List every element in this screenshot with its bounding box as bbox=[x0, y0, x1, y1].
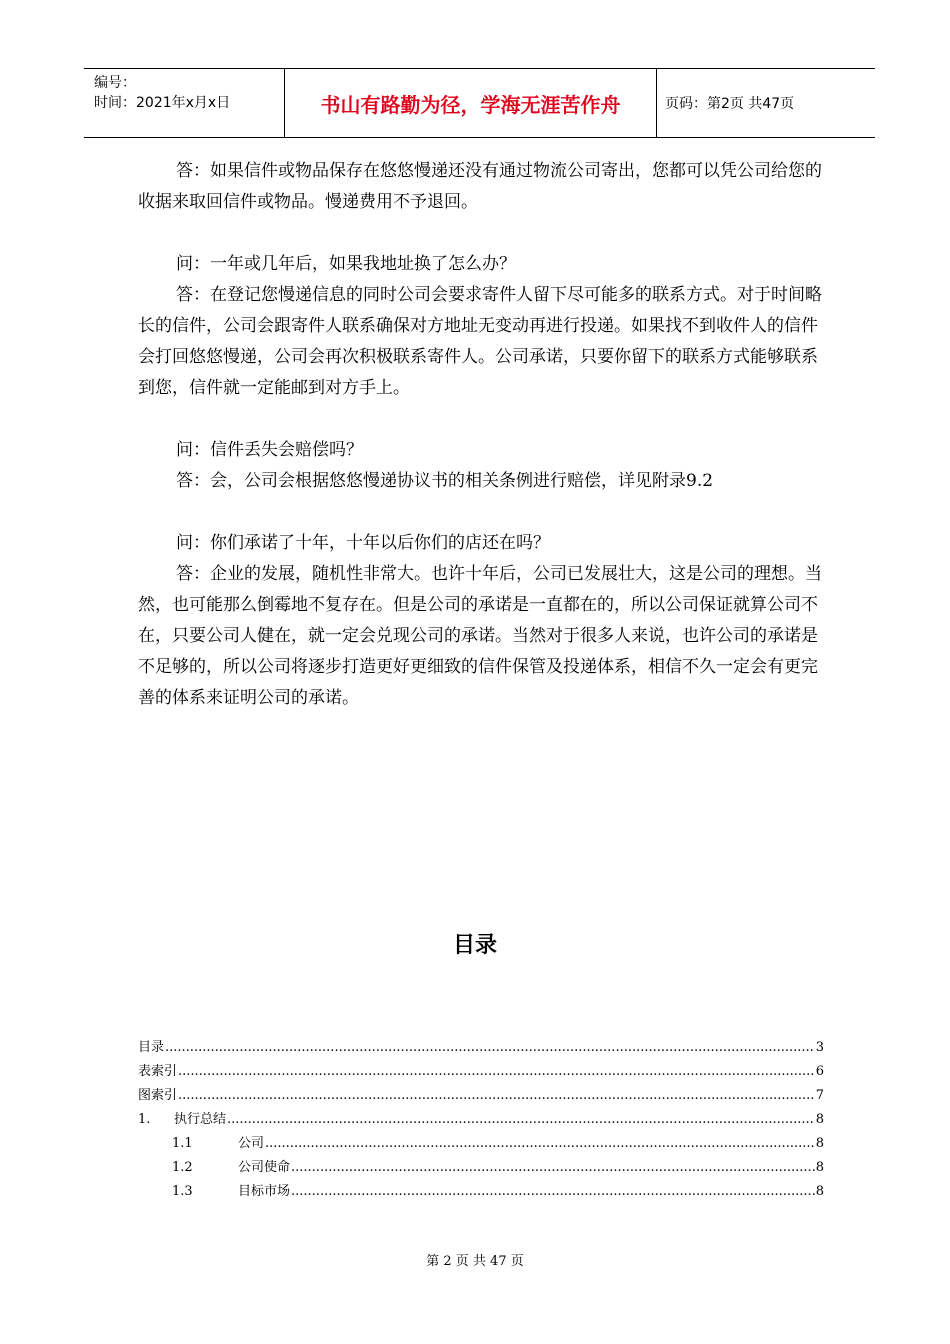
toc-entry[interactable] bbox=[138, 1108, 824, 1132]
toc-entry-text: 图索引 bbox=[138, 1088, 178, 1103]
toc-leader bbox=[291, 1160, 815, 1175]
toc-entry[interactable] bbox=[138, 1036, 824, 1060]
toc-entry[interactable] bbox=[138, 1060, 824, 1084]
question: 问：信件丢失会赔偿吗？ bbox=[176, 440, 363, 460]
toc-entry-page: 7 bbox=[815, 1088, 824, 1103]
toc-entry-number: 1.2 bbox=[172, 1160, 193, 1175]
question: 问：你们承诺了十年，十年以后你们的店还在吗？ bbox=[176, 533, 550, 553]
header-page: 页码：第2页 共47页 bbox=[665, 96, 795, 112]
toc-entry[interactable] bbox=[138, 1156, 824, 1180]
header-motto: 书山有路勤为径，学海无涯苦作舟 bbox=[284, 69, 657, 137]
body-text bbox=[138, 156, 828, 714]
toc-entry[interactable] bbox=[138, 1084, 824, 1108]
answer: 答：会，公司会根据悠悠慢递协议书的相关条例进行赔偿，详见附录9.2 bbox=[176, 471, 714, 491]
header-meta bbox=[84, 69, 284, 137]
toc-entry-text: 执行总结 bbox=[174, 1112, 227, 1127]
toc-entry-text: 公司 bbox=[238, 1136, 265, 1151]
toc-leader bbox=[178, 1088, 815, 1103]
header-number: 编号： bbox=[94, 75, 136, 91]
question: 问：一年或几年后，如果我地址换了怎么办？ bbox=[176, 254, 516, 274]
toc-leader bbox=[178, 1064, 815, 1079]
toc-entry-text: 目录 bbox=[138, 1040, 165, 1055]
toc-entry-text: 表索引 bbox=[138, 1064, 178, 1079]
toc-entry-page: 6 bbox=[815, 1064, 824, 1079]
toc-entry-page: 8 bbox=[815, 1184, 824, 1199]
toc-entry-page: 8 bbox=[815, 1136, 824, 1151]
toc-entry[interactable] bbox=[138, 1180, 824, 1204]
toc-entry[interactable] bbox=[138, 1132, 824, 1156]
toc-leader bbox=[265, 1136, 815, 1151]
toc-entry-page: 8 bbox=[815, 1112, 824, 1127]
toc-title: 目录 bbox=[452, 933, 497, 958]
toc-entry-number: 1.1 bbox=[172, 1136, 193, 1151]
toc-entry-page: 3 bbox=[815, 1040, 824, 1055]
toc-entry-text: 公司使命 bbox=[238, 1160, 291, 1175]
paragraph: 答：如果信件或物品保存在悠悠慢递还没有通过物流公司寄出，您都可以凭公司给您的收据来取回信件或物品。慢递费用不予退回。 bbox=[138, 161, 822, 212]
toc-entry-number: 1.3 bbox=[172, 1184, 193, 1199]
answer: 答：在登记您慢递信息的同时公司会要求寄件人留下尽可能多的联系方式。对于时间略长的信件，公司会跟寄件人联系确保对方地址无变动再进行投递。如果找不到收件人的信件会打回悠悠慢递，公司会再次积极联系寄件人。公司承诺，只要你留下的联系方式能够联系到您，信件就一定能邮到对方手上。 bbox=[138, 285, 822, 398]
toc-leader bbox=[227, 1112, 815, 1127]
header-time: 时间：2021年x月x日 bbox=[94, 95, 231, 111]
page-header bbox=[84, 68, 875, 138]
toc-entry-page: 8 bbox=[815, 1160, 824, 1175]
toc-entry-text: 目标市场 bbox=[238, 1184, 291, 1199]
answer: 答：企业的发展，随机性非常大。也许十年后，公司已发展壮大，这是公司的理想。当然，也可能那么倒霉地不复存在。但是公司的承诺是一直都在的，所以公司保证就算公司不在，只要公司人健在，就一定会兑现公司的承诺。当然对于很多人来说，也许公司的承诺是不足够的，所以公司将逐步打造更好更细致的信件保管及投递体系，相信不久一定会有更完善的体系来证明公司的承诺。 bbox=[138, 564, 822, 708]
toc-leader bbox=[291, 1184, 815, 1199]
toc-leader bbox=[165, 1040, 815, 1055]
table-of-contents bbox=[138, 1036, 824, 1204]
page-footer: 第 2 页 共 47 页 bbox=[426, 1254, 524, 1269]
toc-entry-number: 1. bbox=[138, 1112, 151, 1127]
